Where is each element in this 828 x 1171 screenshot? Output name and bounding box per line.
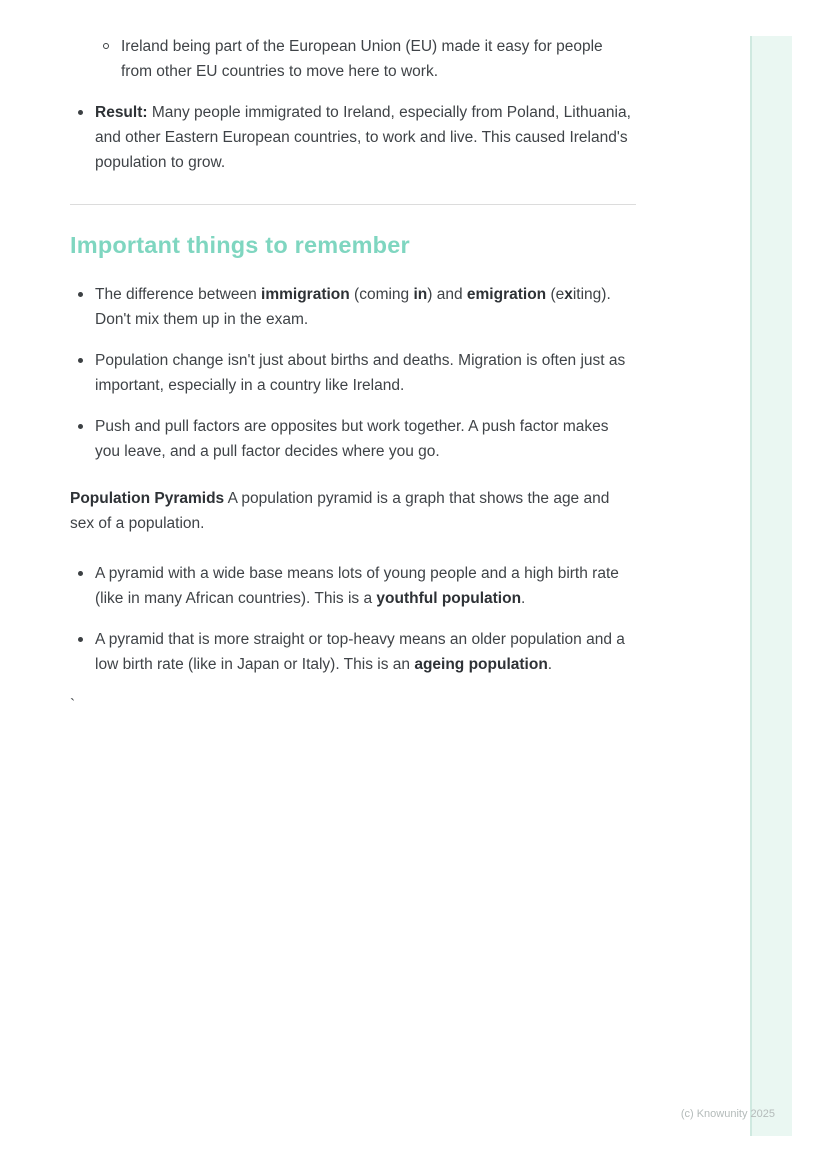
text-segment: (coming [349,286,414,303]
list-item [78,627,636,677]
disc-bullet-icon [78,292,83,297]
list-item [103,34,636,84]
disc-bullet-icon [78,424,83,429]
remember-list [70,282,636,464]
eu-reason-sublist [70,34,636,84]
text-segment: The difference between [95,286,262,303]
remember-bullet-3-text [95,414,636,464]
section-divider [70,204,636,205]
text-segment: iting). Don't mix them up in the exam. [95,286,611,328]
text-segment: Population change isn't just about births and deaths. Migration is often just as important, especially in a country like Ireland. [95,352,626,394]
result-bullet-text [95,100,636,175]
text-segment-bold: Result: [95,104,148,121]
list-item [78,348,636,398]
remember-bullet-2-text [95,348,636,398]
text-segment: Push and pull factors are opposites but work together. A push factor makes you leave, and a pull factor decides where you go. [95,418,609,460]
disc-bullet-icon [78,637,83,642]
text-segment: A pyramid with a wide base means lots of young people and a high birth rate (like in many African countries). This is a [95,565,619,607]
pyramids-list [70,561,636,677]
footer-copyright: (c) Knowunity 2025 [680,1108,775,1120]
page-edge-strip [750,36,792,1136]
text-segment-bold: youthful population [376,590,522,607]
pyramids-bullet-2-text [95,627,636,677]
text-segment: Ireland being part of the European Union (EU) made it easy for people from other EU countries to move here to work. [121,38,603,80]
text-segment-bold: Population Pyramids [70,490,225,507]
text-segment: A population pyramid is a graph that shows the age and sex of a population. [70,490,610,532]
text-segment: (e [546,286,565,303]
text-segment-bold: in [413,286,428,303]
section-heading: Important things to remember [70,232,410,258]
document-content [70,34,636,718]
population-pyramids-paragraph [70,486,636,536]
pyramids-bullet-1-text [95,561,636,611]
text-segment-bold: emigration [466,286,547,303]
text-segment: . [521,590,526,607]
list-item [78,561,636,611]
text-segment-bold: immigration [261,286,350,303]
sub-bullet-text [121,34,636,84]
circle-bullet-icon [103,43,109,49]
disc-bullet-icon [78,358,83,363]
list-item [78,282,636,332]
text-segment: Many people immigrated to Ireland, especially from Poland, Lithuania, and other Eastern European countries, to work and live. This caused Ireland's population to grow. [95,104,631,171]
text-segment-bold: ageing population [414,656,548,673]
text-segment: A pyramid that is more straight or top-heavy means an older population and a low birth rate (like in Japan or Italy). This is an [95,631,625,673]
list-item [78,414,636,464]
remember-bullet-1-text [95,282,636,332]
disc-bullet-icon [78,571,83,576]
text-segment-bold: x [564,286,573,303]
text-segment: . [547,656,553,673]
stray-backtick-text: ` [70,697,76,714]
disc-bullet-icon [78,110,83,115]
text-segment: ) and [427,286,467,303]
list-item [78,100,636,175]
result-list [70,100,636,175]
